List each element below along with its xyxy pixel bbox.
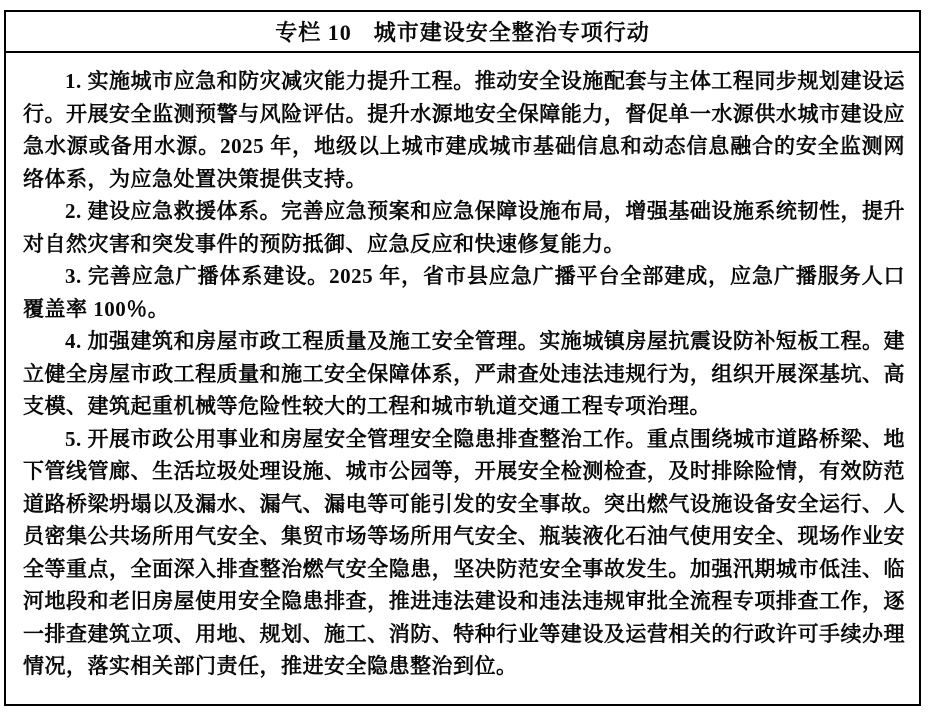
panel-title-bar [4, 10, 921, 53]
paragraph-3: 3. 完善应急广播体系建设。2025 年，省市县应急广播平台全部建成，应急广播服务人口覆盖率 100％。 [23, 264, 905, 321]
panel-title-prefix: 专栏 10 [275, 20, 352, 45]
paragraph-4: 4. 加强建筑和房屋市政工程质量及施工安全管理。实施城镇房屋抗震设防补短板工程。建立健全房屋市政工程质量和施工安全保障体系，严肃查处违法违规行为，组织开展深基坑、高支模、建筑起重机械等危险性较大的工程和城市轨道交通工程专项治理。 [23, 329, 905, 418]
paragraph-5: 5. 开展市政公用事业和房屋安全管理安全隐患排查整治工作。重点围绕城市道路桥梁、地下管线管廊、生活垃圾处理设施、城市公园等，开展安全检测检查，及时排除险情，有效防范道路桥梁坍塌以及漏水、漏气、漏电等可能引发的安全事故。突出燃气设施设备安全运行、人员密集公共场所用气安全、集贸市场等场所用气安全、瓶装液化石油气使用安全、现场作业安全等重点，全面深入排查整治燃气安全隐患，坚决防范安全事故发生。加强汛期城市低洼、临河地段和老旧房屋使用安全隐患排查，推进违法建设和违法违规审批全流程专项排查工作，逐一排查建筑立项、用地、规划、施工、消防、特种行业等建设及运营相关的行政许可手续办理情况，落实相关部门责任，推进安全隐患整治到位。 [23, 426, 905, 678]
panel-title-text: 城市建设安全整治专项行动 [373, 20, 650, 45]
paragraph-2: 2. 建设应急救援体系。完善应急预案和应急保障设施布局，增强基础设施系统韧性，提升对自然灾害和突发事件的预防抵御、应急反应和快速修复能力。 [23, 199, 905, 256]
special-column-panel [4, 10, 921, 706]
panel-body [4, 53, 921, 706]
paragraph-1: 1. 实施城市应急和防灾减灾能力提升工程。推动安全设施配套与主体工程同步规划建设运行。开展安全监测预警与风险评估。提升水源地安全保障能力，督促单一水源供水城市建设应急水源或备用水源。2025 年，地级以上城市建成城市基础信息和动态信息融合的安全监测网络体系，为应急处置决策提供支持。 [23, 69, 905, 191]
